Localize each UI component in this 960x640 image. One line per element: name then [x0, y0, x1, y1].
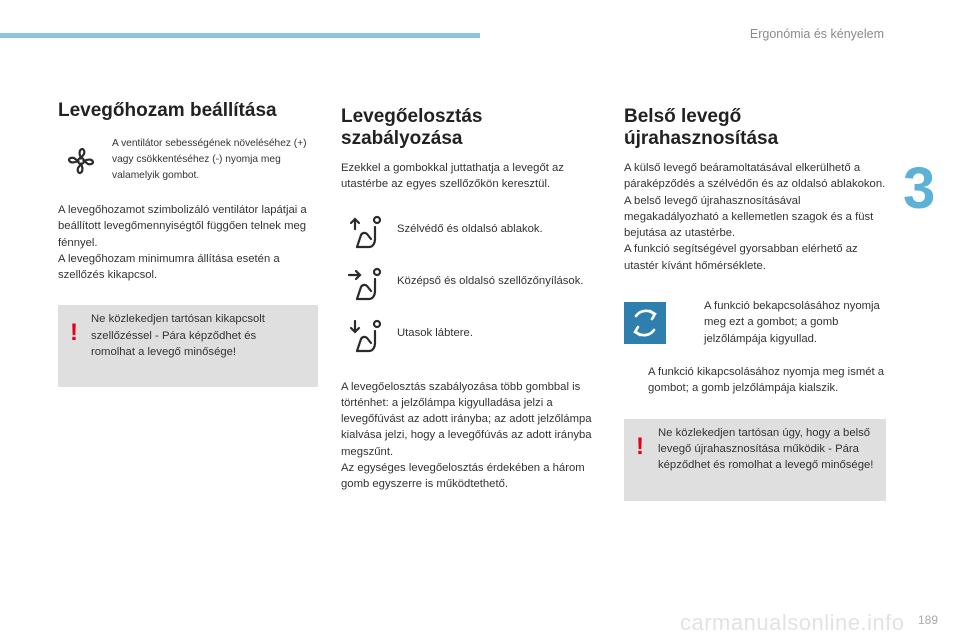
recirculation-paragraph-2: A belső levegő újrahasznosításával megakadályozható a kellemetlen szagok és a füst bejutása az utastérbe. [624, 194, 874, 240]
distribution-title-line1: Levegőelosztás [341, 106, 483, 127]
fan-icon [64, 144, 98, 178]
distribution-item-footwell [341, 317, 603, 369]
center-vents-airflow-icon [347, 267, 387, 303]
recirculation-body [624, 160, 888, 274]
recirculation-column [624, 100, 888, 501]
warning-mark-icon: ! [636, 432, 644, 460]
recirculation-warning-text: Ne közlekedjen tartósan úgy, hogy a belső levegő újrahasznosítása működik - Pára képződhet és romolhat a levegő minősége! [658, 426, 874, 472]
airflow-body [58, 202, 320, 283]
watermark: carmanualsonline.info [680, 610, 905, 635]
center-vents-label: Középső és oldalsó szellőzőnyílások. [397, 274, 584, 287]
recirculation-icon [624, 302, 666, 344]
recirculation-warning [624, 419, 886, 501]
distribution-item-center [341, 265, 603, 317]
recirculation-paragraph-1: A külső levegő beáramoltatásával elkerülhető a páraképződés a szélvédőn és az oldalsó ablakokon. [624, 162, 886, 191]
chapter-number: 3 [903, 156, 936, 221]
recirculation-on-row [624, 298, 888, 356]
section-title: Ergonómia és kényelem [749, 27, 884, 41]
airflow-warning [58, 305, 318, 387]
footwell-airflow-icon [347, 319, 387, 355]
recirculation-button [624, 302, 666, 344]
fan-control-row [58, 136, 320, 186]
recirculation-off-bullet [624, 364, 888, 397]
distribution-paragraph-1: A levegőelosztás szabályozása több gombbal is történhet: a jelzőlámpa kigyulladása jelzi a levegőfúvást az adott irányba; az adott jelzőlámpa kialvása jelzi, hogy a levegőfúvás az adott irányba megszűnt. [341, 380, 592, 458]
page-number: 189 [917, 613, 938, 627]
warning-mark-icon: ! [70, 319, 78, 347]
footwell-label: Utasok lábtere. [397, 326, 473, 339]
fan-instructions: A ventilátor sebességének növeléséhez (+) vagy csökkentéséhez (-) nyomja meg valamelyik gombot. [112, 138, 307, 181]
distribution-paragraph-2: Az egységes levegőelosztás érdekében a három gomb egyszerre is működtethető. [341, 462, 585, 491]
recirculation-on-text: A funkció bekapcsolásához nyomja meg ezt a gombot; a gomb jelzőlámpája kigyullad. [704, 300, 880, 345]
windscreen-label: Szélvédő és oldalsó ablakok. [397, 222, 543, 235]
airflow-paragraph-1: A levegőhozamot szimbolizáló ventilátor lapátjai a beállított levegőmennyiségtől függően telnek meg fénnyel. [58, 204, 307, 249]
airflow-column [58, 100, 320, 387]
recirculation-title-line2: újrahasznosítása [624, 128, 779, 149]
recirculation-on-bullet [680, 298, 904, 347]
recirculation-title-line1: Belső levegő [624, 106, 742, 127]
distribution-title-line2: szabályozása [341, 128, 463, 149]
airflow-warning-text: Ne közlekedjen tartósan kikapcsolt szellőzéssel - Pára képződhet és romolhat a levegő minősége! [91, 313, 265, 359]
header-accent-bar [0, 33, 480, 38]
recirculation-paragraph-3: A funkció segítségével gyorsabban elérhető az utastér kívánt hőmérséklete. [624, 243, 858, 272]
distribution-item-windscreen [341, 213, 603, 265]
airflow-title: Levegőhozam beállítása [58, 100, 277, 121]
distribution-intro: Ezekkel a gombokkal juttathatja a levegőt az utastérbe az egyes szellőzőkön keresztül. [341, 162, 564, 191]
airflow-paragraph-2: A levegőhozam minimumra állítása esetén a szellőzés kikapcsol. [58, 252, 280, 282]
recirculation-off-text: A funkció kikapcsolásához nyomja meg ismét a gombot; a gomb jelzőlámpája kialszik. [648, 366, 885, 395]
distribution-body [341, 379, 603, 493]
distribution-column [341, 100, 603, 493]
windscreen-airflow-icon [347, 215, 387, 251]
